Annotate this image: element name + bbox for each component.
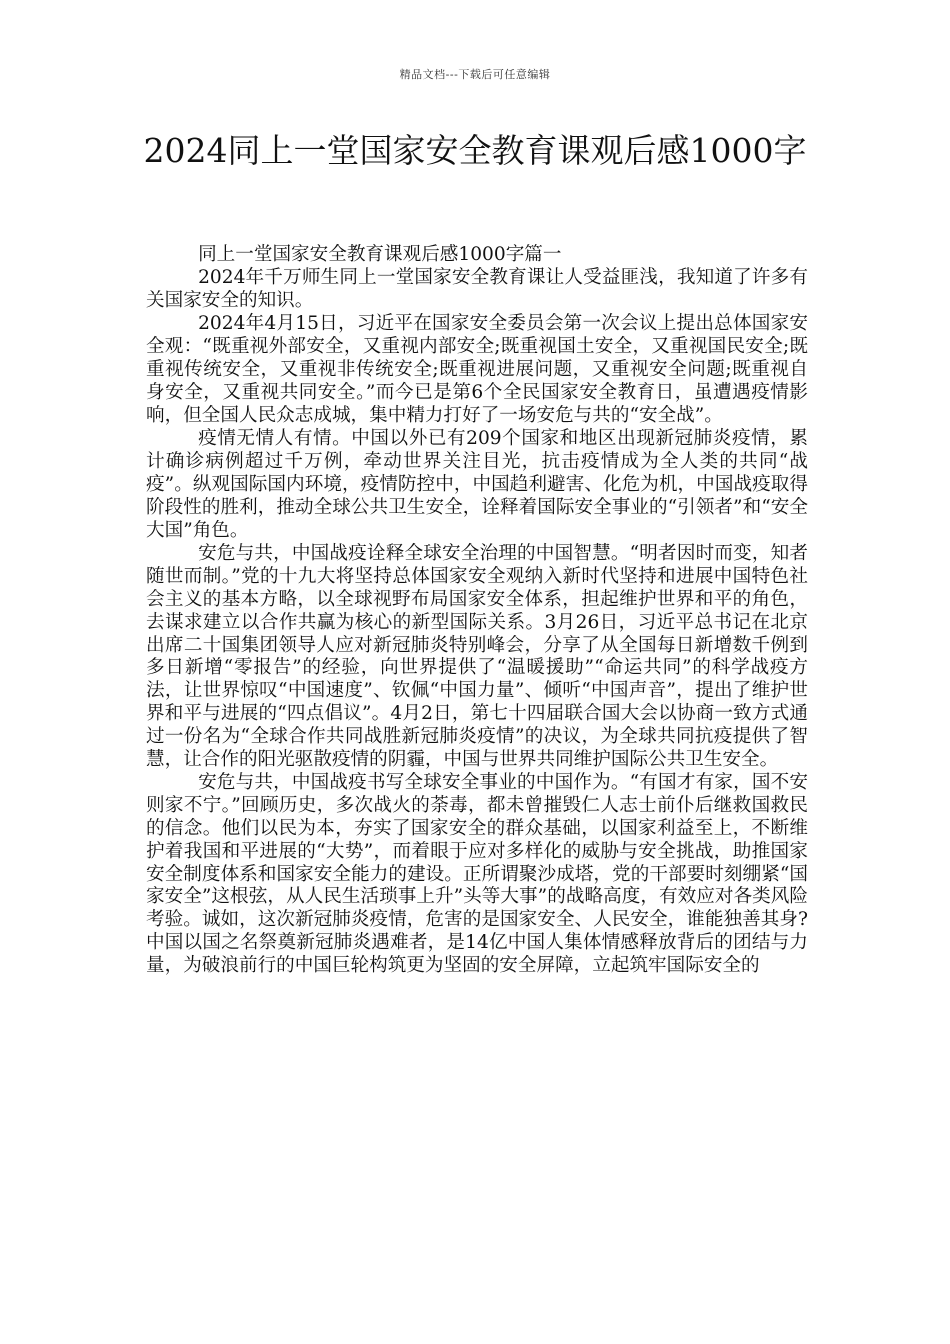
paragraph-4: 安危与共，中国战疫诠释全球安全治理的中国智慧。“明者因时而变，知者随世而制。”党的十九大将坚持总体国家安全观纳入新时代坚持和进展中国特色社会主义的基本方略，以全球视野布局国家安全体系，担起维护世界和平的角色，去谋求建立以合作共赢为核心的新型国际关系。3月26日，习近平总书记在北京出席二十国集团领导人应对新冠肺炎特别峰会，分享了从全国每日新增数千例到多日新增“零报告”的经验，向世界提供了“温暖援助”“命运共同”的科学战疫方法，让世界惊叹“中国速度”、钦佩“中国力量”、倾听“中国声音”，提出了维护世界和平与进展的“四点倡议”。4月2日，第七十四届联合国大会以协商一致方式通过一份名为“全球合作共同战胜新冠肺炎疫情”的决议，为全球共同抗疫提供了智慧，让合作的阳光驱散疫情的阴霾，中国与世界共同维护国际公共卫生安全。 <box>146 543 808 770</box>
document-body <box>146 244 808 979</box>
paragraph-3: 疫情无情人有情。中国以外已有209个国家和地区出现新冠肺炎疫情，累计确诊病例超过千万例，牵动世界关注目光，抗击疫情成为全人类的共同“战疫”。纵观国际国内环境，疫情防控中，中国趋利避害、化危为机，中国战疫取得阶段性的胜利，推动全球公共卫生安全，诠释着国际安全事业的“引领者”和“安全大国”角色。 <box>146 428 808 541</box>
paragraph-5: 安危与共，中国战疫书写全球安全事业的中国作为。“有国才有家，国不安则家不宁。”回顾历史，多次战火的荼毒，都未曾摧毁仁人志士前仆后继救国救民的信念。他们以民为本，夯实了国家安全的群众基础，以国家利益至上，不断维护着我国和平进展的“大势”，而着眼于应对多样化的威胁与安全挑战，助推国家安全制度体系和国家安全能力的建设。正所谓聚沙成塔，党的干部要时刻绷紧“国家安全”这根弦，从人民生活琐事上升”头等大事”的战略高度，有效应对各类风险考验。诚如，这次新冠肺炎疫情，危害的是国家安全、人民安全，谁能独善其身?中国以国之名祭奠新冠肺炎遇难者，是14亿中国人集体情感释放背后的团结与力量，为破浪前行的中国巨轮构筑更为坚固的安全屏障，立起筑牢国际安全的 <box>146 772 808 976</box>
paragraph-2: 2024年4月15日，习近平在国家安全委员会第一次会议上提出总体国家安全观：“既重视外部安全，又重视内部安全;既重视国土安全，又重视国民安全;既重视传统安全，又重视非传统安全;既重视进展问题，又重视安全问题;既重视自身安全，又重视共同安全。”而今已是第6个全民国家安全教育日，虽遭遇疫情影响，但全国人民众志成城，集中精力打好了一场安危与共的“安全战”。 <box>146 313 808 426</box>
paragraph-1: 2024年千万师生同上一堂国家安全教育课让人受益匪浅，我知道了许多有关国家安全的知识。 <box>146 266 808 311</box>
document-title: 2024同上一堂国家安全教育课观后感1000字 <box>143 131 807 170</box>
page-header: 精品文档---下载后可任意编辑 <box>399 68 551 81</box>
section-subtitle: 同上一堂国家安全教育课观后感1000字篇一 <box>198 244 562 265</box>
